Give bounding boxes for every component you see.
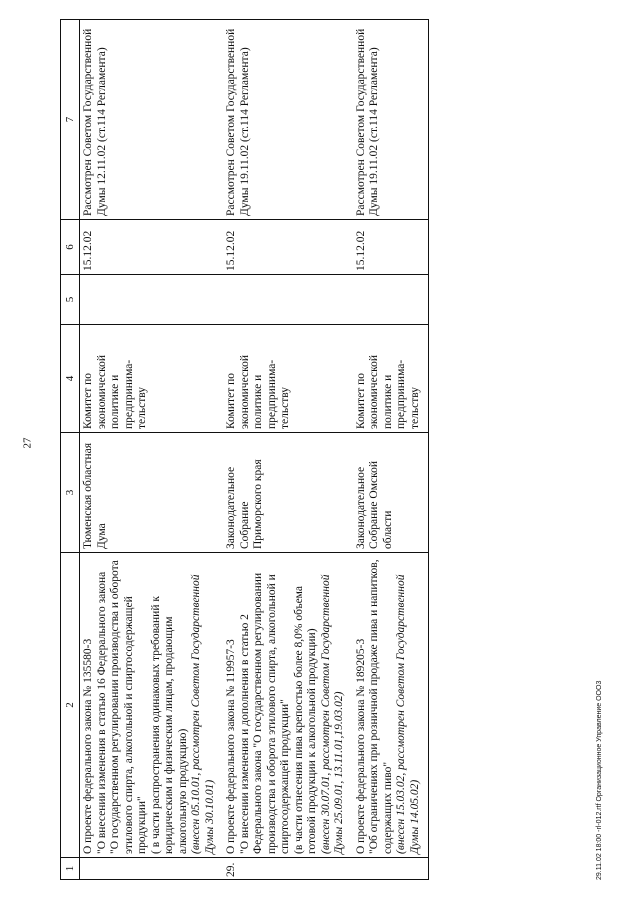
bill-title: О проекте федерального закона № 119957-3 [225,639,237,854]
table-row [223,20,353,880]
rotated-table-wrapper [60,20,580,880]
initiator: Тюменская областная Дума [80,433,224,553]
bill-body: "О внесении изменения и дополнения в статью 2 Федерального закона "О государственном регулировании производства и оборота этилового спирта, алкогольной и спиртосодержащей продукции" [238,572,291,854]
status: Рассмотрен Советом Государственной Думы 19.11.02 (ст.114 Регламента) [223,20,353,220]
initiator: Законодательное Собрание Омской области [353,433,429,553]
row-number [80,858,224,880]
bill-note: (внесен 30.07.01, рассмотрен Советом Государственной Думы 25.09.01, 13.11.01,19.03.02) [319,574,345,854]
column-header: 2 [61,553,80,858]
bill-note: (внесен 15.03.02, рассмотрен Советом Государственной Думы 14.05.02) [395,574,421,854]
initiator: Законодательное Собрание Приморского края [223,433,353,553]
bill-title: О проекте федерального закона № 189205-3 [354,638,367,854]
column-header: 7 [61,20,80,220]
bill-note: (внесен 05.10.01, рассмотрен Советом Государственной Думы 30.10.01) [190,574,216,854]
bill-description [353,553,429,858]
date: 15.12.02 [80,220,224,275]
header-row [61,20,80,880]
table-row [353,20,429,880]
bill-description [223,553,353,858]
row-number: 29. [223,858,353,880]
column-5-cell [80,275,224,325]
date: 15.12.02 [223,220,353,275]
bill-description [80,553,224,858]
committee: Комитет по экономической политике и предпринима-тельству [80,325,224,433]
column-header: 4 [61,325,80,433]
column-5-cell [223,275,353,325]
bill-extra: ( в части распространения одинаковых требований к юридическим и физическим лицам, продающим алкогольную продукцию) [149,596,189,854]
column-header: 6 [61,220,80,275]
column-header: 1 [61,858,80,880]
bills-table [60,19,429,880]
status: Рассмотрен Советом Государственной Думы 12.11.02 (ст.114 Регламента) [80,20,224,220]
committee: Комитет по экономической политике и предпринима-тельству [353,325,429,433]
date: 15.12.02 [353,220,429,275]
bill-body: "О внесении изменения в статью 16 Федерального закона "О государственном регулировании производства и оборота этилового спирта, алкогольной и спиртосодержащей продукции" [95,560,148,854]
table-row [80,20,224,880]
column-5-cell [353,275,429,325]
status: Рассмотрен Советом Государственной Думы 19.11.02 (ст.114 Регламента) [353,20,429,220]
row-number [353,858,429,880]
page-number: 27 [21,437,34,449]
column-header: 3 [61,433,80,553]
bill-body: "Об ограничениях при розничной продаже пива и напитков, содержащих пиво" [368,559,394,854]
footer-text: 29.11.02 18:00 -rl-012.rtf Организационное Управление ООО3 [596,680,603,880]
bill-extra: (в части отнесения пива крепостью более 8,0% объема готовой продукции к алкогольной продукции) [292,586,318,854]
column-header: 5 [61,275,80,325]
bill-title: О проекте федерального закона № 135580-3 [82,638,94,854]
committee: Комитет по экономической политике и предпринима-тельству [223,325,353,433]
